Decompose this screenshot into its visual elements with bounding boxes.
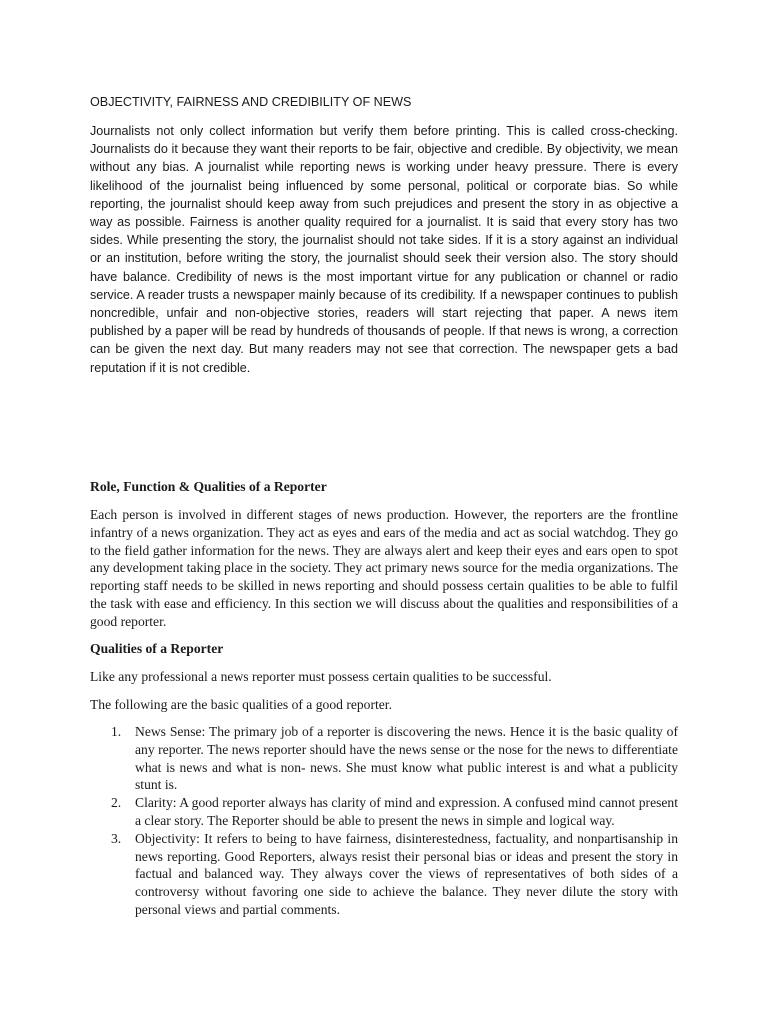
section-title-reporter-role: Role, Function & Qualities of a Reporter xyxy=(90,479,327,494)
qualities-intro-line: Like any professional a news reporter must possess certain qualities to be successful. xyxy=(90,669,552,684)
list-item-number: 1. xyxy=(111,724,122,739)
objectivity-paragraph: Journalists not only collect information but verify them before printing. This is called cross-checking. Journalists do it because they want their reports to be fair, objective and credible. By objectivity, we mean without any bias. A journalist while reporting news is working under heavy pressure. There is every likelihood of the journalist being influenced by some personal, political or corporate bias. So while reporting, the journalist should keep away from such prejudices and present the story in as objective a way as possible. Fairness is another quality required for a journalist. It is said that every story has two sides. While presenting the story, the journalist should not take sides. If it is a story against an individual or an institution, before writing the story, the journalist should seek their version also. The story should have balance. Credibility of news is the most important virtue for any publication or channel or radio service. A reader trusts a newspaper mainly because of its credibility. If a newspaper continues to publish noncredible, unfair and non-objective stories, readers will start rejecting that paper. A news item published by a paper will be read by hundreds of thousands of people. If that news is wrong, a correction can be given the next day. But many readers may not see that correction. The newspaper gets a bad reputation if it is not credible. xyxy=(90,124,678,375)
section-title-objectivity: OBJECTIVITY, FAIRNESS AND CREDIBILITY OF NEWS xyxy=(90,95,412,109)
reporter-role-paragraph: Each person is involved in different stages of news production. However, the reporters are the frontline infantry of a news organization. They act as eyes and ears of the media and act as social watchdog. They go to the field gather information for the news. They are always alert and keep their eyes and ears open to spot any development taking place in the society. They act primary news source for the media organizations. The reporting staff needs to be skilled in news reporting and should possess certain qualities to be able to fulfil the task with ease and efficiency. In this section we will discuss about the qualities and responsibilities of a good reporter. xyxy=(90,507,678,629)
list-item-text: Objectivity: It refers to being to have fairness, disinterestedness, factuality, and nonpartisanship in news reporting. Good Reporters, always resist their personal bias or ideas and present the story in factual and balanced way. They always cover the views of representatives of both sides of a controversy without favoring one side to achieve the balance. They never dilute the story with personal views and partial comments. xyxy=(135,830,678,917)
list-item-text: News Sense: The primary job of a reporter is discovering the news. Hence it is the basic quality of any reporter. The news reporter should have the news sense or the nose for the news to differentiate what is news and what is non- news. She must know what public interest is and what a publicity stunt is. xyxy=(135,724,678,793)
qualities-list xyxy=(90,723,678,919)
list-item-number: 3. xyxy=(111,830,122,846)
list-item xyxy=(90,794,678,830)
section-title-qualities: Qualities of a Reporter xyxy=(90,641,224,656)
qualities-lead-in-line: The following are the basic qualities of a good reporter. xyxy=(90,697,392,712)
list-item xyxy=(90,723,678,794)
list-item-text: Clarity: A good reporter always has clarity of mind and expression. A confused mind cannot present a clear story. The Reporter should be able to present the news in simple and logical way. xyxy=(135,795,678,828)
list-item-number: 2. xyxy=(111,795,122,811)
list-item xyxy=(90,830,678,919)
